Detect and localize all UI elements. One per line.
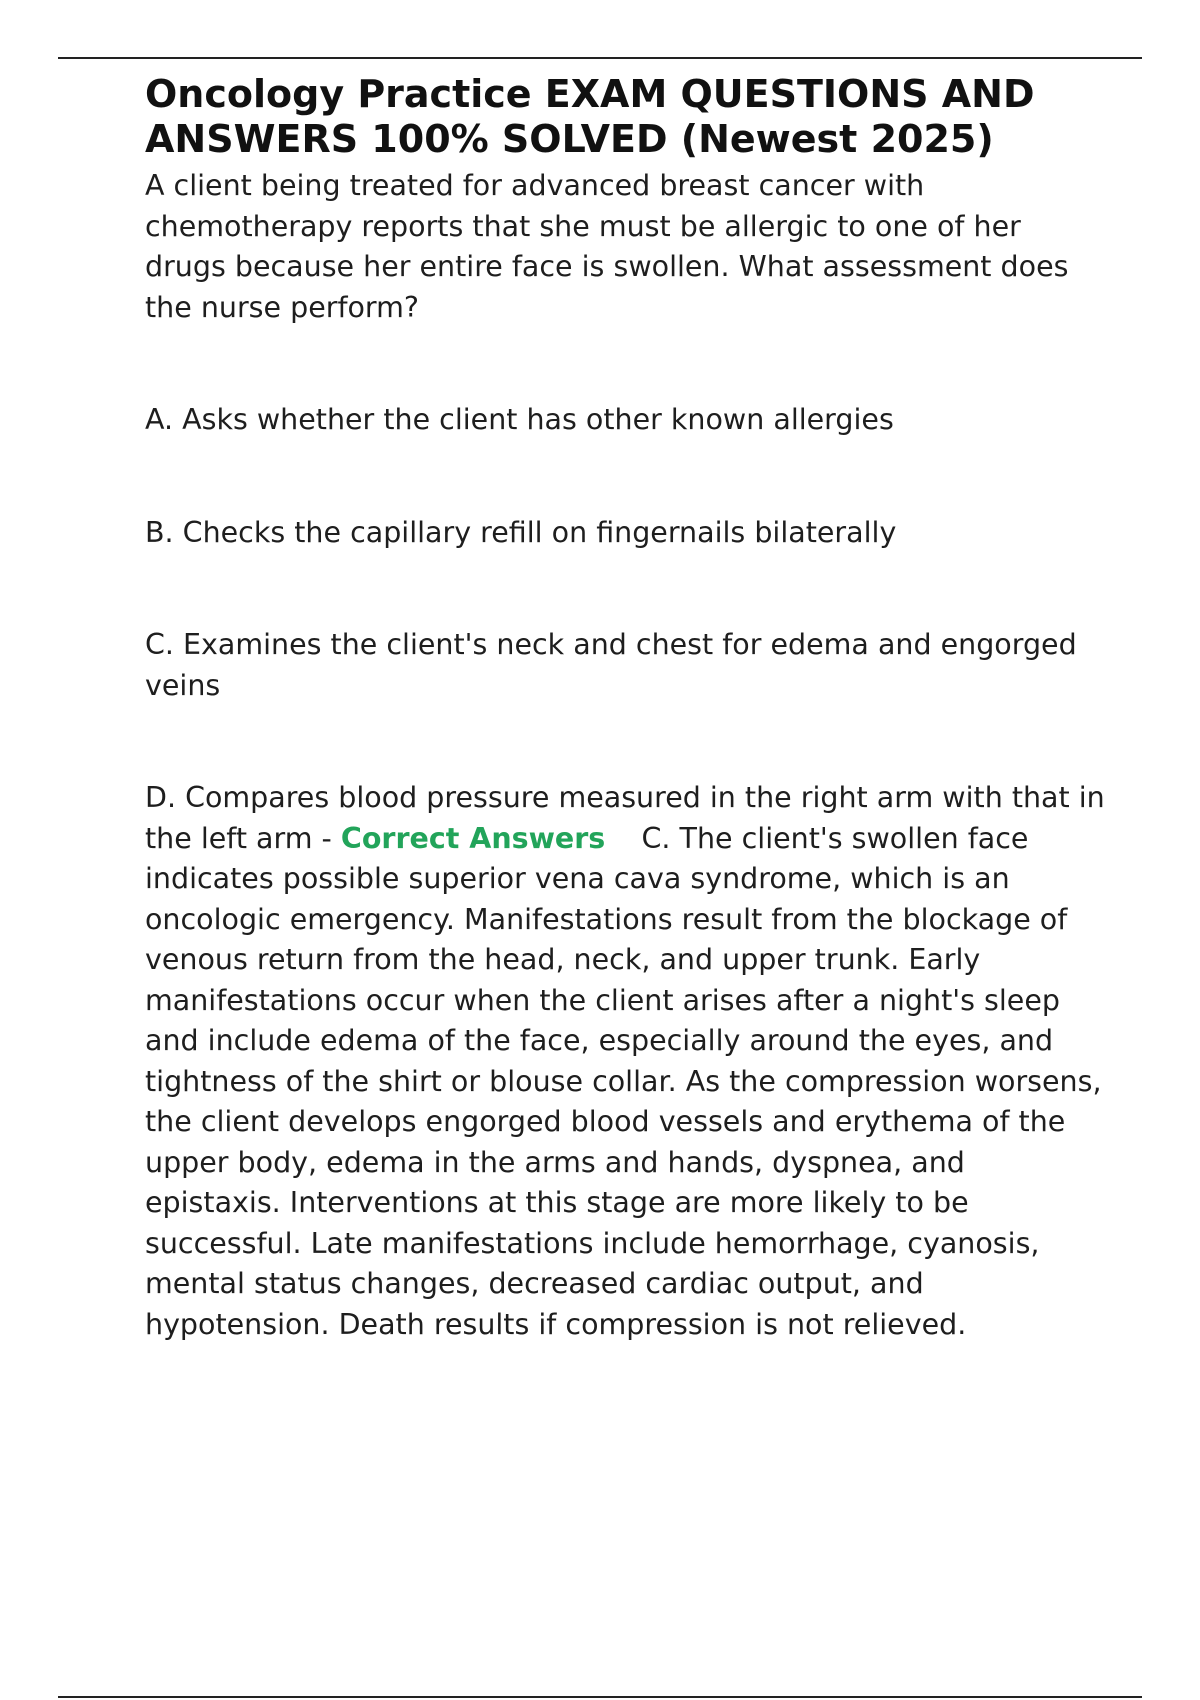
document-body [145, 72, 1105, 1345]
correct-answers-label: Correct Answers [340, 821, 606, 855]
top-rule [58, 57, 1142, 59]
question-text: A client being treated for advanced breast cancer with chemotherapy reports that she must be allergic to one of her drugs because her entire face is swollen. What assessment does the nurse perform? [145, 169, 1069, 324]
option-d: D. Compares blood pressure measured in the right arm with that in the left arm - [145, 781, 1105, 855]
document-title: Oncology Practice EXAM QUESTIONS AND ANSWERS 100% SOLVED (Newest 2025) [145, 72, 1035, 161]
option-c: C. Examines the client's neck and chest for edema and engorged veins [145, 628, 1077, 702]
option-b: B. Checks the capillary refill on fingernails bilaterally [145, 515, 897, 549]
bottom-rule [58, 1696, 1142, 1698]
option-a: A. Asks whether the client has other known allergies [145, 403, 894, 436]
option-d-with-answer [145, 778, 1105, 1345]
answer-rationale: C. The client's swollen face indicates possible superior vena cava syndrome, which is an oncologic emergency. Manifestations result from the blockage of venous return from the head, neck, and upper trunk. Early manifestations occur when the client arises after a night's sleep and include edema of the face, especially around the eyes, and tightness of the shirt or blouse collar. As the compression worsens, the client develops engorged blood vessels and erythema of the upper body, edema in the arms and hands, dyspnea, and epistaxis. Interventions at this stage are more likely to be successful. Late manifestations include hemorrhage, cyanosis, mental status changes, decreased cardiac output, and hypotension. Death results if compression is not relieved. [145, 821, 1102, 1341]
